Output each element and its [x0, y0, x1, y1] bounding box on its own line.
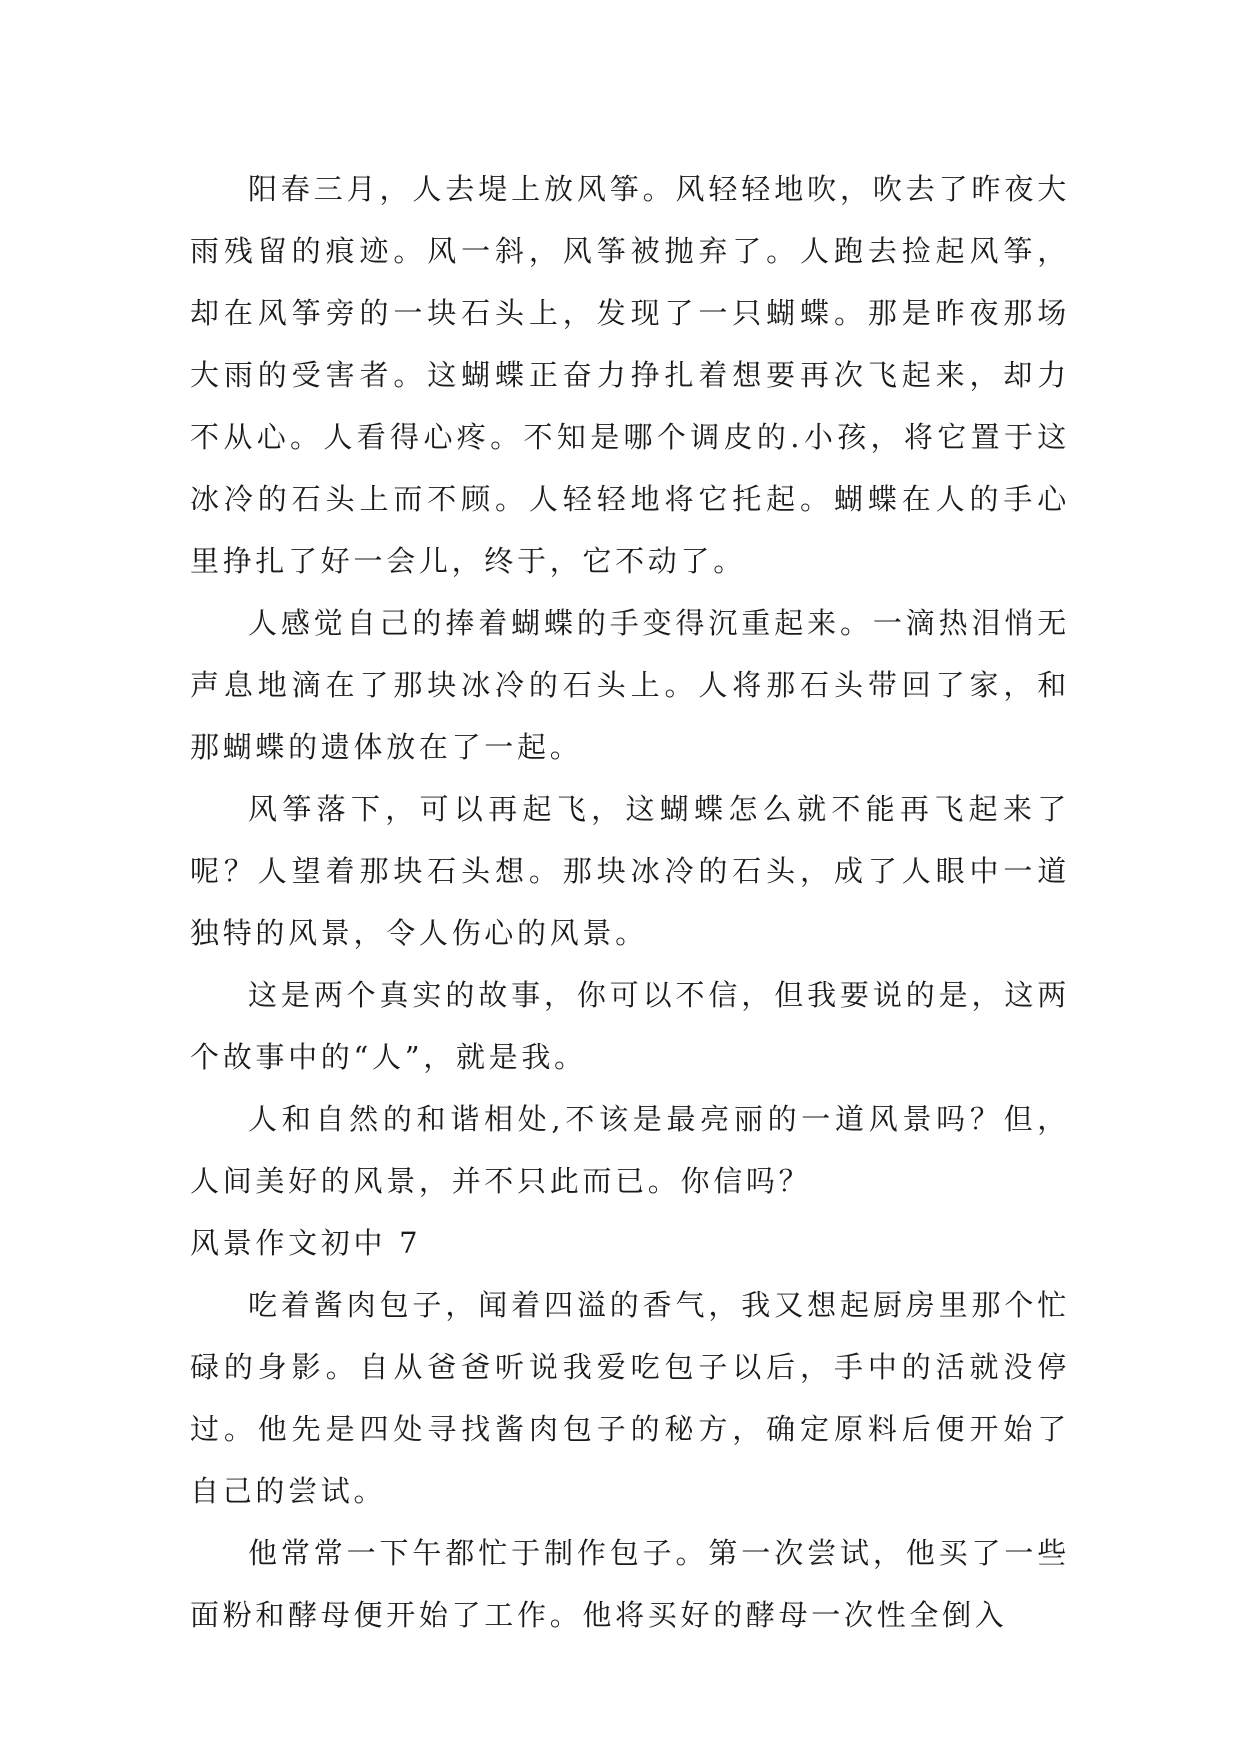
paragraph-harmony: 人和自然的和谐相处,不该是最亮丽的一道风景吗？但，人间美好的风景，并不只此而已。你信吗？: [190, 1102, 1070, 1198]
paragraph-kite-butterfly: 阳春三月，人去堤上放风筝。风轻轻地吹，吹去了昨夜大雨残留的痕迹。风一斜，风筝被抛弃了。人跑去捡起风筝，却在风筝旁的一块石头上，发现了一只蝴蝶。那是昨夜那场大雨的受害者。这蝴蝶正奋力挣扎着想要再次飞起来，却力不从心。人看得心疼。不知是哪个调皮的.小孩，将它置于这冰冷的石头上而不顾。人轻轻地将它托起。蝴蝶在人的手心里挣扎了好一会儿，终于，它不动了。: [190, 172, 1070, 578]
document-body: [190, 158, 1070, 1646]
paragraph-true-story: 这是两个真实的故事，你可以不信，但我要说的是，这两个故事中的“人”，就是我。: [190, 978, 1070, 1074]
paragraph-scenery-thought: 风筝落下，可以再起飞，这蝴蝶怎么就不能再飞起来了呢？人望着那块石头想。那块冰冷的石头，成了人眼中一道独特的风景，令人伤心的风景。: [190, 792, 1070, 950]
paragraph-tear-stone: 人感觉自己的捧着蝴蝶的手变得沉重起来。一滴热泪悄无声息地滴在了那块冰冷的石头上。人将那石头带回了家，和那蝴蝶的遗体放在了一起。: [190, 606, 1070, 764]
paragraph-baozi-intro: 吃着酱肉包子，闻着四溢的香气，我又想起厨房里那个忙碌的身影。自从爸爸听说我爱吃包子以后，手中的活就没停过。他先是四处寻找酱肉包子的秘方，确定原料后便开始了自己的尝试。: [190, 1288, 1070, 1508]
essay-heading: 风景作文初中 7: [190, 1226, 422, 1260]
paragraph-baozi-first-try: 他常常一下午都忙于制作包子。第一次尝试，他买了一些面粉和酵母便开始了工作。他将买好的酵母一次性全倒入: [190, 1536, 1070, 1632]
